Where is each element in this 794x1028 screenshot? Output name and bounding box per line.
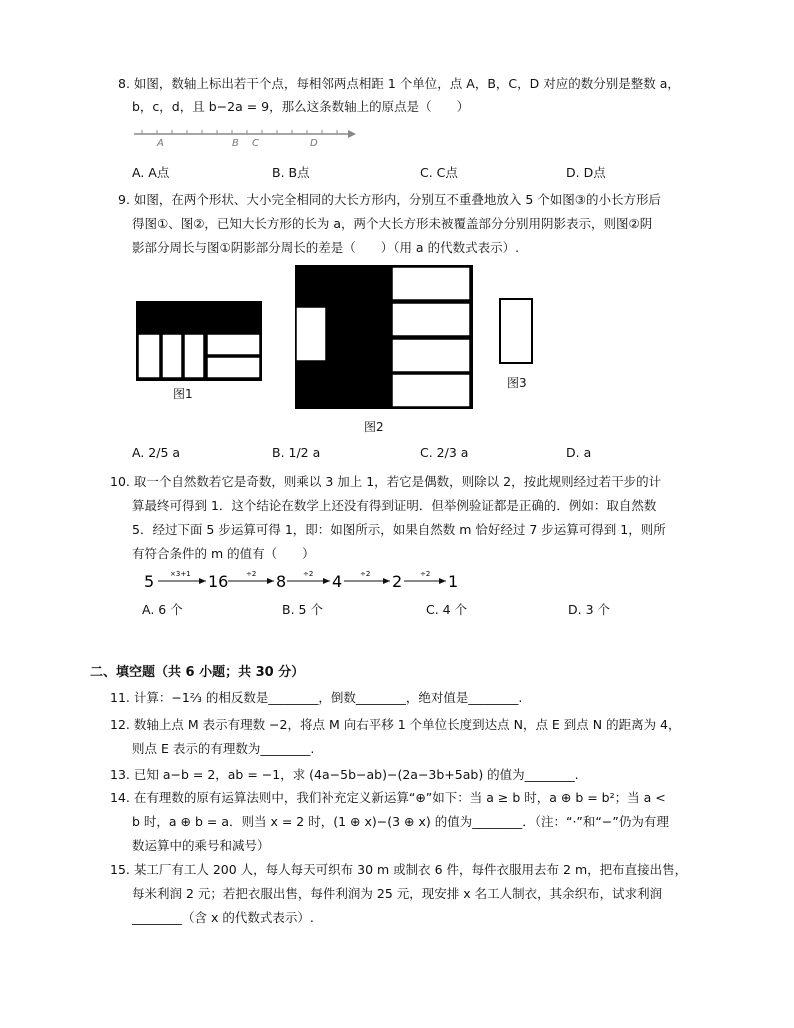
q11-line-1: 11. 计算：−1⅔ 的相反数是________，倒数________，绝对值是________.	[110, 690, 523, 705]
q13-line-1: 13. 已知 a−b = 2，ab = −1，求 (4a−5b−ab)−(2a−3b+5ab) 的值为________.	[110, 767, 579, 782]
chain-number: 4	[332, 572, 343, 591]
q14-line-3: 数运算中的乘号和减号）	[132, 838, 270, 853]
q15-line-2: 每米利润 2 元；若把衣服出售，每件利润为 25 元，现安排 x 名工人制衣，其余织布，试求利润	[132, 886, 663, 901]
q9-figure-1-label: 图1	[173, 387, 193, 401]
q10-option-a[interactable]: A. 6 个	[142, 602, 183, 617]
q8-option-c[interactable]: C. C点	[420, 165, 458, 180]
q9-figure-1	[135, 300, 263, 382]
q9-option-a[interactable]: A. 2/5 a	[132, 445, 181, 460]
chain-number: 2	[392, 572, 403, 591]
q8-line-1: 8. 如图，数轴上标出若干个点，每相邻两点相距 1 个单位，点 A，B，C，D 对应的数分别是整数 a，	[118, 76, 680, 91]
q8-option-b[interactable]: B. B点	[272, 165, 310, 180]
q14-line-1: 14. 在有理数的原有运算法则中，我们补充定义新运算“⊕”如下：当 a ≥ b 时，a ⊕ b = b²；当 a <	[110, 790, 666, 805]
chain-op: ÷2	[303, 570, 314, 578]
q10-option-d[interactable]: D. 3 个	[568, 602, 610, 617]
chain-op: ÷2	[420, 570, 431, 578]
q10-line-3: 5．经过下面 5 步运算可得 1，即：如图所示，如果自然数 m 恰好经过 7 步运算可得到 1，则所	[132, 522, 666, 537]
q12-line-2: 则点 E 表示的有理数为________.	[132, 741, 315, 756]
q9-figure-3	[498, 297, 534, 365]
q10-line-2: 算最终可得到 1．这个结论在数学上还没有得到证明．但举例验证都是正确的．例如：取自然数	[132, 498, 657, 513]
q9-line-3: 影部分周长与图①阴影部分周长的差是（ ）（用 a 的代数式表示）.	[132, 240, 520, 255]
q15-line-3: ________（含 x 的代数式表示）.	[132, 910, 314, 925]
q8-number-line	[132, 124, 358, 150]
axis-label-a: A	[157, 138, 164, 149]
chain-number: 16	[208, 572, 229, 591]
q10-option-b[interactable]: B. 5 个	[282, 602, 323, 617]
q10-operation-chain	[140, 566, 470, 594]
q8-option-a[interactable]: A. A点	[132, 165, 170, 180]
chain-number: 5	[144, 572, 155, 591]
q9-figure-2	[294, 264, 474, 410]
q9-option-c[interactable]: C. 2/3 a	[420, 445, 469, 460]
chain-op: ×3+1	[170, 570, 191, 578]
q9-line-2: 得图①、图②，已知大长方形的长为 a，两个大长方形未被覆盖部分分别用阴影表示，则图②阴	[132, 216, 653, 231]
chain-op: ÷2	[360, 570, 371, 578]
q14-line-2: b 时，a ⊕ b = a．则当 x = 2 时，(1 ⊕ x)−(3 ⊕ x) 的值为________．（注：“·”和“−”仍为有理	[132, 814, 669, 829]
q8-option-d[interactable]: D. D点	[566, 165, 606, 180]
q9-option-d[interactable]: D. a	[566, 445, 592, 460]
q9-option-b[interactable]: B. 1/2 a	[272, 445, 321, 460]
q9-line-1: 9. 如图，在两个形状、大小完全相同的大长方形内，分别互不重叠地放入 5 个如图③的小长方形后	[118, 192, 662, 207]
q9-figure-3-label: 图3	[507, 376, 527, 390]
axis-label-c: C	[252, 138, 259, 149]
q9-figure-2-label: 图2	[364, 420, 384, 434]
q10-line-1: 10. 取一个自然数若它是奇数，则乘以 3 加上 1，若它是偶数，则除以 2，按此规则经过若干步的计	[110, 474, 662, 489]
axis-label-d: D	[310, 138, 318, 149]
q12-line-1: 12. 数轴上点 M 表示有理数 −2，将点 M 向右平移 1 个单位长度到达点 N，点 E 到点 N 的距离为 4，	[110, 717, 681, 732]
chain-number: 1	[448, 572, 459, 591]
axis-label-b: B	[232, 138, 239, 149]
q8-line-2: b，c，d，且 b−2a = 9，那么这条数轴上的原点是（ ）	[132, 99, 470, 114]
q10-line-4: 有符合条件的 m 的值有（ ）	[132, 546, 315, 561]
q15-line-1: 15. 某工厂有工人 200 人，每人每天可织布 30 m 或制衣 6 件，每件衣服用去布 2 m，把布直接出售，	[110, 862, 688, 877]
q10-option-c[interactable]: C. 4 个	[426, 602, 468, 617]
section-title: 二、填空题（共 6 小题；共 30 分）	[90, 665, 305, 680]
chain-number: 8	[276, 572, 287, 591]
chain-op: ÷2	[246, 570, 257, 578]
